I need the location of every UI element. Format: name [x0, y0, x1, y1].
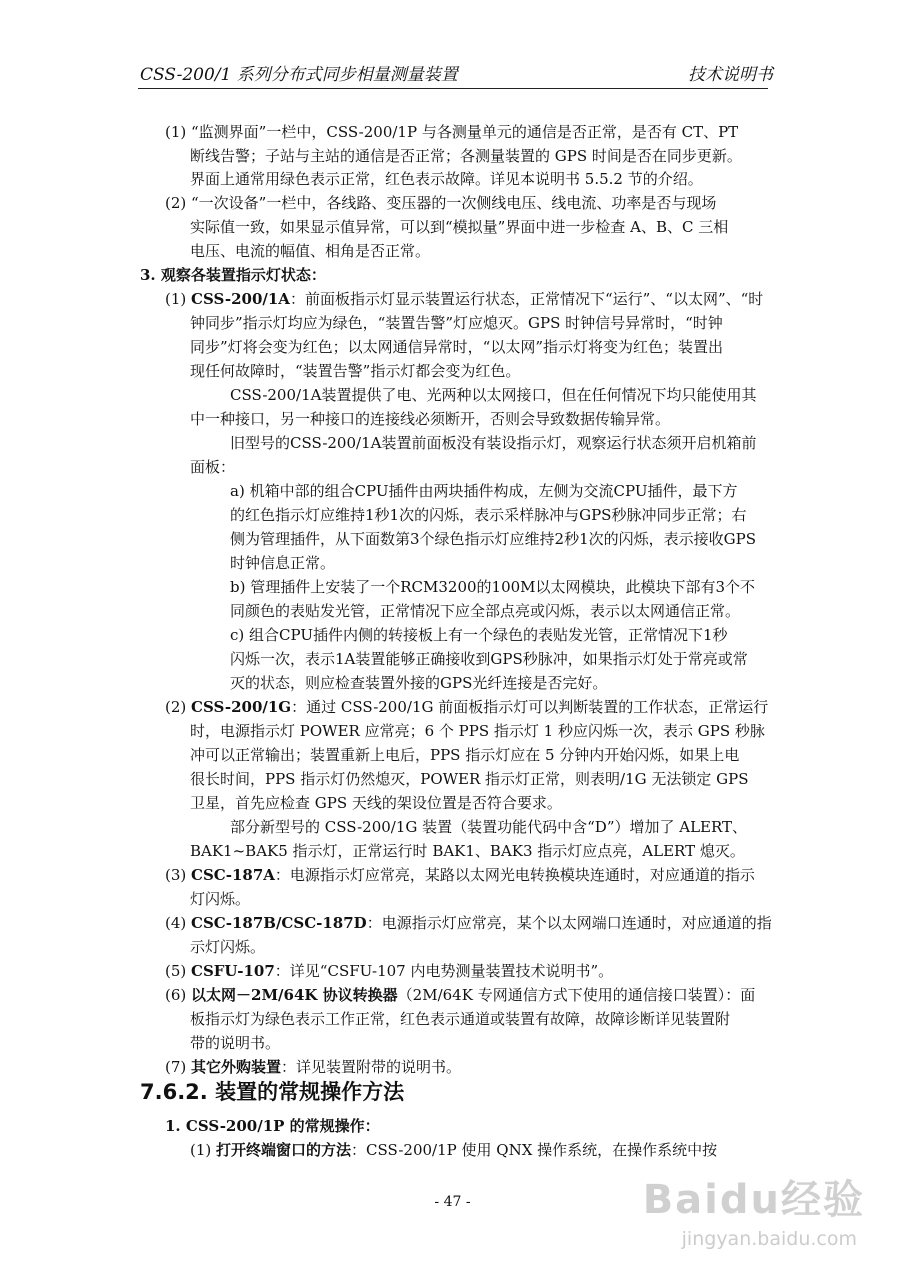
text-run: 同步”灯将会变为红色；以太网通信异常时，“以太网”指示灯将变为红色；装置出 — [190, 338, 724, 356]
text-line — [190, 313, 723, 334]
text-line — [190, 361, 520, 382]
text-run: 部分新型号的 CSS-200/1G 装置（装置功能代码中含“D”）增加了 ALERT、 — [230, 818, 748, 836]
text-line — [190, 721, 765, 742]
bold-text-run: CSFU-107 — [191, 962, 275, 980]
text-run: CSS-200/1A装置提供了电、光两种以太网接口，但在任何情况下均只能使用其 — [230, 386, 757, 404]
text-run: 闪烁一次，表示1A装置能够正确接收到GPS秒脉冲，如果指示灯处于常亮或常 — [230, 650, 748, 668]
header-doc-type: 技术说明书 — [688, 65, 773, 85]
bold-text-run: CSC-187A — [191, 866, 275, 884]
text-line — [165, 122, 738, 143]
text-run: ：前面板指示灯显示装置运行状态，正常情况下“运行”、“以太网”、“时 — [289, 290, 764, 308]
text-line — [230, 625, 728, 646]
text-run: ：CSS-200/1P 使用 QNX 操作系统，在操作系统中按 — [351, 1141, 718, 1159]
text-line — [190, 889, 250, 910]
bold-text-run: 1. CSS-200/1P 的常规操作： — [165, 1117, 380, 1135]
text-line — [230, 529, 756, 550]
bold-text-run: CSC-187B/CSC-187D — [191, 914, 367, 932]
text-run: (4) — [165, 914, 192, 932]
header-rule — [138, 88, 768, 89]
text-line — [165, 1116, 380, 1137]
text-line — [190, 457, 235, 478]
text-run: ：电源指示灯应常亮，某个以太网端口连通时，对应通道的指 — [366, 914, 772, 932]
text-line — [190, 793, 562, 814]
watermark-logo: Baidu经验 — [642, 1177, 865, 1223]
text-line — [190, 769, 749, 790]
text-run: c) 组合CPU插件内侧的转接板上有一个绿色的表贴发光管，正常情况下1秒 — [230, 626, 728, 644]
text-run: 很长时间，PPS 指示灯仍然熄灭，POWER 指示灯正常，则表明/1G 无法锁定 GPS — [190, 770, 749, 788]
text-line — [230, 481, 737, 502]
text-run: 示灯闪烁。 — [190, 938, 266, 956]
text-run: ：详见“CSFU-107 内电势测量装置技术说明书”。 — [274, 962, 614, 980]
text-line — [230, 649, 748, 670]
text-run: (1) — [190, 1141, 217, 1159]
text-run: 灭的状态，则应检查装置外接的GPS光纤连接是否完好。 — [230, 674, 608, 692]
text-line — [190, 337, 723, 358]
text-line — [165, 961, 613, 982]
text-run: 卫星，首先应检查 GPS 天线的架设位置是否符合要求。 — [190, 794, 562, 812]
bold-text-run: 3. 观察各装置指示灯状态： — [140, 266, 326, 284]
text-line — [190, 241, 430, 262]
text-run: a) 机箱中部的组合CPU插件由两块插件构成，左侧为交流CPU插件，最下方 — [230, 482, 738, 500]
watermark-url: jingyan.baidu.com — [681, 1228, 857, 1250]
text-line — [165, 289, 763, 310]
text-line — [165, 1057, 461, 1078]
text-line — [165, 697, 768, 718]
text-run: b) 管理插件上安装了一个RCM3200的100M以太网模块，此模块下部有3个不 — [230, 578, 756, 596]
text-run: 时钟信息正常。 — [230, 554, 336, 572]
text-run: ：详见装置附带的说明书。 — [281, 1058, 462, 1076]
watermark — [615, 1168, 865, 1268]
text-line — [230, 505, 746, 526]
text-run: (2) “一次设备”一栏中，各线路、变压器的一次侧线电压、线电流、功率是否与现场 — [165, 194, 717, 212]
text-line — [230, 553, 335, 574]
text-line — [230, 817, 747, 838]
text-run: 面板： — [190, 458, 236, 476]
bold-text-run: CSS-200/1A — [191, 290, 290, 308]
text-run: (1) “监测界面”一栏中，CSS-200/1P 与各测量单元的通信是否正常，是否有 CT、PT — [165, 123, 739, 141]
text-line — [165, 985, 755, 1006]
text-run: (1) — [165, 290, 192, 308]
text-line — [190, 409, 670, 430]
page-number: - 47 - — [434, 1194, 471, 1210]
text-line — [190, 1033, 280, 1054]
text-line — [230, 385, 756, 406]
text-run: (7) — [165, 1058, 192, 1076]
text-line — [165, 865, 755, 886]
text-run: 板指示灯为绿色表示工作正常，红色表示通道或装置有故障，故障诊断详见装置附 — [190, 1010, 731, 1028]
text-run: 断线告警；子站与主站的通信是否正常；各测量装置的 GPS 时间是否在同步更新。 — [190, 147, 742, 165]
text-line — [140, 265, 326, 286]
bold-text-run: CSS-200/1G — [191, 698, 292, 716]
text-line — [190, 1140, 717, 1161]
text-run: (3) — [165, 866, 192, 884]
text-line — [190, 146, 742, 167]
text-run: BAK1~BAK5 指示灯，正常运行时 BAK1、BAK3 指示灯应点亮，ALERT 熄灭。 — [190, 842, 745, 860]
text-run: 中一种接口，另一种接口的连接线必须断开，否则会导致数据传输异常。 — [190, 410, 671, 428]
text-run: 电压、电流的幅值、相角是否正常。 — [190, 242, 431, 260]
text-line — [230, 673, 607, 694]
text-line — [165, 913, 772, 934]
bold-text-run: 打开终端窗口的方法 — [216, 1141, 352, 1159]
bold-text-run: 以太网－2M/64K 协议转换器 — [191, 986, 398, 1004]
text-run: 的红色指示灯应维持1秒1次的闪烁，表示采样脉冲与GPS秒脉冲同步正常；右 — [230, 506, 747, 524]
text-run: 实际值一致，如果显示值异常，可以到“模拟量”界面中进一步检查 A、B、C 三相 — [190, 218, 729, 236]
text-run: 时，电源指示灯 POWER 应常亮；6 个 PPS 指示灯 1 秒应闪烁一次，表示 GPS 秒脉 — [190, 722, 765, 740]
bold-text-run: 其它外购装置 — [191, 1058, 282, 1076]
text-line — [190, 937, 265, 958]
section-heading: 7.6.2. 装置的常规操作方法 — [140, 1080, 405, 1104]
text-run: ：通过 CSS-200/1G 前面板指示灯可以判断装置的工作状态，正常运行 — [291, 698, 769, 716]
text-run: 侧为管理插件，从下面数第3个绿色指示灯应维持2秒1次的闪烁，表示接收GPS — [230, 530, 756, 548]
header-title: CSS-200/1 系列分布式同步相量测量装置 — [140, 65, 458, 85]
text-run: 界面上通常用绿色表示正常，红色表示故障。详见本说明书 5.5.2 节的介绍。 — [190, 170, 703, 188]
text-line — [230, 577, 755, 598]
text-run: 现任何故障时，“装置告警”指示灯都会变为红色。 — [190, 362, 521, 380]
text-run: 旧型号的CSS-200/1A装置前面板没有装设指示灯，观察运行状态须开启机箱前 — [230, 434, 757, 452]
text-line — [230, 601, 740, 622]
text-line — [190, 745, 739, 766]
text-run: 带的说明书。 — [190, 1034, 281, 1052]
text-line — [165, 193, 716, 214]
text-run: （2M/64K 专网通信方式下使用的通信接口装置）：面 — [397, 986, 756, 1004]
text-run: ：电源指示灯应常亮，某路以太网光电转换模块连通时，对应通道的指示 — [274, 866, 755, 884]
text-run: 灯闪烁。 — [190, 890, 251, 908]
text-run: (6) — [165, 986, 192, 1004]
text-run: 钟同步”指示灯均应为绿色，“装置告警”灯应熄灭。GPS 时钟信号异常时，“时钟 — [190, 314, 723, 332]
text-run: (2) — [165, 698, 192, 716]
text-line — [190, 1009, 730, 1030]
text-run: 同颜色的表贴发光管，正常情况下应全部点亮或闪烁，表示以太网通信正常。 — [230, 602, 741, 620]
text-line — [230, 433, 756, 454]
text-line — [190, 169, 703, 190]
text-line — [190, 841, 745, 862]
text-run: (5) — [165, 962, 192, 980]
text-run: 冲可以正常输出；装置重新上电后，PPS 指示灯应在 5 分钟内开始闪烁，如果上电 — [190, 746, 740, 764]
text-line — [190, 217, 728, 238]
